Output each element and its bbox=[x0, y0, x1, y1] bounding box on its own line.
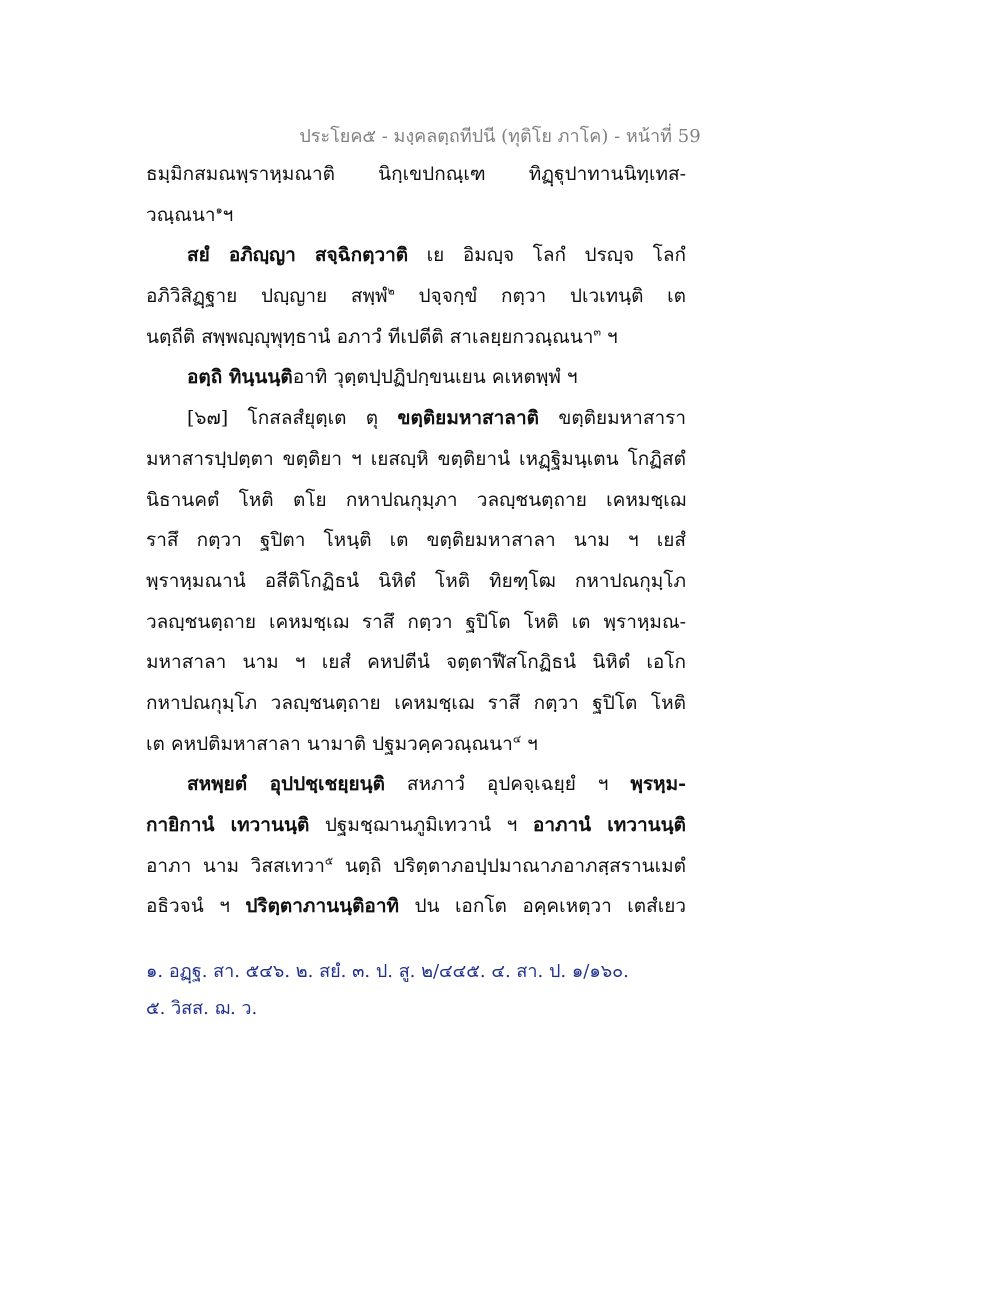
text-line bbox=[146, 480, 686, 521]
text-line bbox=[146, 886, 686, 927]
text-line bbox=[146, 683, 686, 724]
line-text: มหาสารปฺปตฺตา ขตฺติยา ฯ เยสญฺหิ ขตฺติยานํ เหฏฺฐิมนฺเตน โกฏิสตํ bbox=[146, 447, 686, 470]
line-text: ปฐมชฺฌานภูมิเทวานํ ฯ bbox=[309, 814, 533, 836]
text-line bbox=[146, 602, 686, 643]
text-line bbox=[146, 764, 686, 805]
footnotes bbox=[146, 953, 629, 1027]
line-prefix: อธิวจนํ ฯ bbox=[146, 895, 246, 918]
bold-term: อตฺถิ ทินฺนนฺติ bbox=[187, 366, 293, 389]
bold-term: อาภานํ เทวานนฺติ bbox=[532, 814, 686, 836]
line-text: กหาปณกุมฺโภ วลญฺชนตฺถาย เคหมชฺเฌ ราสึ กตฺวา ฐปิโต โหติ bbox=[146, 691, 686, 714]
bold-term: สหพฺยตํ อุปปชฺเชยฺยนฺติ bbox=[187, 773, 386, 796]
bold-term: ปริตฺตาภานนฺติอาทิ bbox=[245, 895, 400, 918]
line-suffix: ฯ bbox=[521, 732, 538, 755]
line-text: ธมฺมิกสมณพฺราหฺมณาติ นิกฺเขปกณฺเฑ ทิฏฺฐุปาทานนิทฺเทส- bbox=[146, 163, 686, 185]
line-text: พฺราหฺมณานํ อสีติโกฏิธนํ นิหิตํ โหติ ทิยฑฺโฒ กหาปณกุมฺโภ bbox=[146, 569, 686, 592]
line-text: วลญฺชนตฺถาย เคหมชฺเฌ ราสึ กตฺวา ฐปิโต โหติ เต พฺราหฺมณ- bbox=[146, 610, 686, 633]
bold-term: พฺรหฺม- bbox=[630, 773, 686, 796]
body-text bbox=[146, 154, 686, 927]
footnote-line: ๑. อฏฺฐ. สา. ๕๔๖. ๒. สยํ. ๓. ป. สู. ๒/๔๔๕. ๔. สา. ป. ๑/๑๖๐. bbox=[146, 961, 629, 982]
line-text: สหภาวํ อุปคจฺเฉยฺยํ ฯ bbox=[385, 773, 631, 796]
line-text: อาภา นาม วิสสเทวา bbox=[146, 854, 325, 877]
line-text: อาทิ วุตฺตปฺปฏิปกฺขนเยน คเหตพฺพํ ฯ bbox=[292, 366, 578, 389]
footnote-ref: ๒ bbox=[387, 284, 395, 298]
line-text: เย อิมญฺจ โลกํ ปรญฺจ โลกํ bbox=[408, 244, 687, 267]
text-line bbox=[146, 357, 686, 398]
line-suffix: นตฺถิ ปริตฺตาภอปฺปมาณาภอาภสฺสรานเมตํ bbox=[333, 854, 686, 877]
line-text: อภิวิสิฏฺฐาย ปญฺญาย สพฺพํ bbox=[146, 285, 388, 308]
line-text: ขตฺติยมหาสารา bbox=[538, 407, 686, 430]
text-line bbox=[146, 317, 686, 358]
line-suffix: ฯ bbox=[222, 203, 234, 226]
footnote-line: ๕. วิสส. ฌ. ว. bbox=[146, 998, 258, 1019]
footnote-ref: ๔ bbox=[512, 732, 522, 746]
text-line bbox=[146, 561, 686, 602]
text-line bbox=[146, 846, 686, 887]
bold-term: สยํ อภิญฺญา สจฺฉิกตฺวาติ bbox=[187, 244, 409, 267]
footnote-ref: ๓ bbox=[593, 325, 601, 339]
footnote-ref: ๕ bbox=[324, 854, 334, 868]
bold-term: กายิกานํ เทวานนฺติ bbox=[146, 814, 310, 836]
line-prefix: [๖๗] โกสลสํยุตฺเต ตุ bbox=[187, 407, 398, 430]
line-text: นิธานคตํ โหติ ตโย กหาปณกุมฺภา วลญฺชนตฺถาย เคหมชฺเฌ bbox=[146, 488, 686, 511]
text-line bbox=[146, 154, 686, 195]
page-header: ประโยค๕ - มงฺคลตฺถทีปนี (ทุติโย ภาโค) - หน้าที่ 59 bbox=[299, 126, 701, 147]
text-line bbox=[146, 439, 686, 480]
line-text: ปน เอกโต อคฺคเหตฺวา เตสํเยว bbox=[399, 895, 686, 918]
line-text: นตฺถีติ สพฺพญฺญุพุทฺธานํ อภาวํ ทีเปตีติ สาเลยฺยกวณฺณนา bbox=[146, 325, 594, 348]
line-suffix: ปจฺจกฺขํ กตฺวา ปเวเทนฺติ เต bbox=[394, 285, 686, 308]
text-line bbox=[146, 642, 686, 683]
text-line bbox=[146, 520, 686, 561]
line-text: วณฺณนา bbox=[146, 203, 216, 226]
line-text: ราสึ กตฺวา ฐปิตา โหนฺติ เต ขตฺติยมหาสาลา นาม ฯ เยสํ bbox=[146, 529, 686, 552]
text-line bbox=[146, 805, 686, 846]
text-line bbox=[146, 276, 686, 317]
bold-term: ขตฺติยมหาสาลาติ bbox=[397, 407, 539, 430]
text-line bbox=[146, 195, 686, 236]
text-line bbox=[146, 235, 686, 276]
footnote-ref: ๑ bbox=[215, 203, 223, 217]
text-line bbox=[146, 724, 686, 765]
line-text: เต คหปติมหาสาลา นามาติ ปฐมวคฺควณฺณนา bbox=[146, 732, 513, 755]
text-line bbox=[146, 398, 686, 439]
line-suffix: ฯ bbox=[600, 325, 618, 348]
line-text: มหาสาลา นาม ฯ เยสํ คหปตีนํ จตฺตาฬีสโกฏิธนํ นิหิตํ เอโก bbox=[146, 651, 686, 674]
